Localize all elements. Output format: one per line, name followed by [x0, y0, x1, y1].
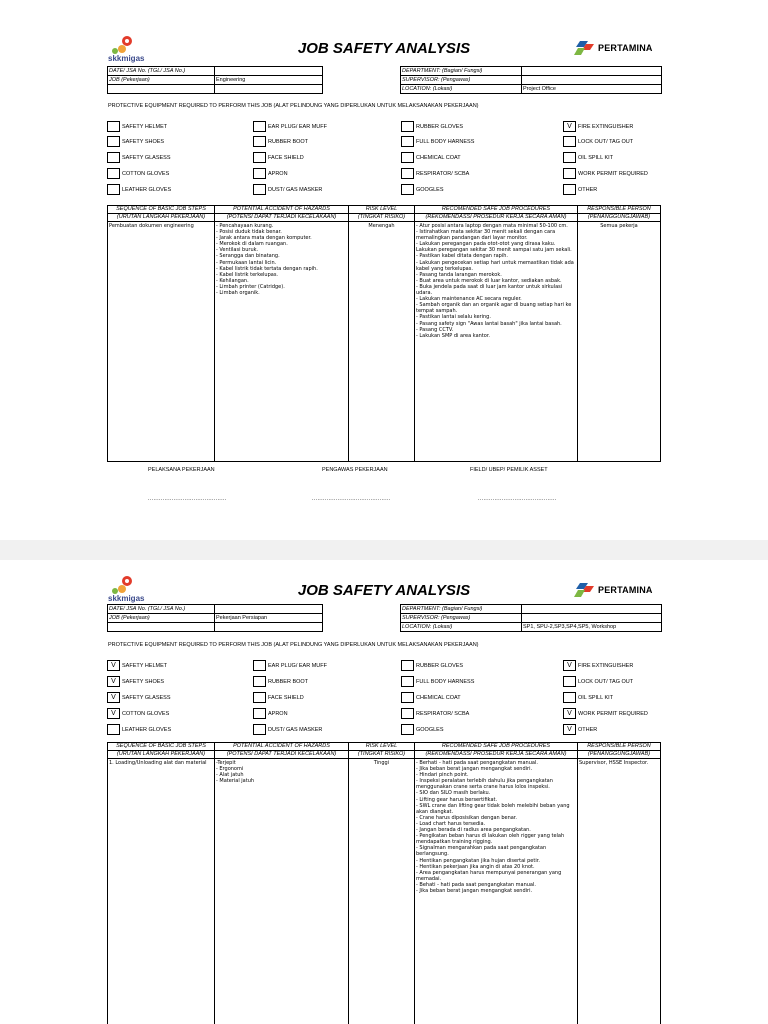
ppe-label: LOCK OUT/ TAG OUT	[578, 138, 634, 145]
ppe-label: CHEMICAL COAT	[416, 694, 461, 701]
ppe-label: RESPIRATOR/ SCBA	[416, 710, 470, 717]
ppe-label: OIL SPILL KIT	[578, 154, 614, 161]
ppe-checkbox[interactable]	[563, 184, 576, 195]
ppe-label: FIRE EXTINGUISHER	[578, 123, 634, 130]
ppe-checkbox[interactable]	[253, 708, 266, 719]
ppe-checkbox[interactable]	[401, 136, 414, 147]
ppe-label: SAFETY HELMET	[122, 123, 168, 130]
ppe-label: APRON	[268, 710, 288, 717]
ppe-label: APRON	[268, 170, 288, 177]
ppe-item-full-body-harness[interactable]	[401, 136, 474, 146]
ppe-label: OTHER	[578, 186, 598, 193]
col-subheader-procedures: (REKOMENDASSI PROSEDUR KERJA SECARA AMAN)	[415, 214, 578, 222]
ppe-item-ear-plug-ear-muff[interactable]	[253, 121, 327, 131]
ppe-item-oil-spill-kit[interactable]	[563, 152, 613, 162]
signature-label-executor: PELAKSANA PEKERJAAN	[148, 467, 215, 473]
ppe-item-safety-glasess[interactable]	[107, 152, 171, 162]
ppe-label: LOCK OUT/ TAG OUT	[578, 678, 634, 685]
ppe-note: PROTECTIVE EQUIPMENT REQUIRED TO PERFORM THIS JOB (ALAT PELINDUNG YANG DIPERLUKAN UNTUK MELAKSANAKAN PEKERJAAN)	[108, 642, 479, 648]
header-right-table	[400, 604, 662, 632]
col-subheader-person: (PENANGGUNGJAWAB)	[578, 214, 661, 222]
ppe-label: GOOGLES	[416, 726, 444, 733]
ppe-item-leather-gloves[interactable]	[107, 184, 171, 194]
hazards-cell: -Terjepit - Ergonomi - Alat jatuh - Material jatuh	[215, 759, 349, 1024]
jsa-page-1: skkmigas JOB SAFETY ANALYSIS PERTAMINA DATE/ JSA No. (TGL/ JSA No.) JOB (Pekerjaan) Engineering DEPARTMENT: (Bagian/ Fungsi) SUPERVISOR: (Pengawas) LOCATION: (Lokasi) Project Office PROTECTIVE EQUIPMENT REQUIRED TO PERFORM THIS JOB (ALAT PELINDUNG YANG DIPERLUKAN UNTUK MELAKSANAKAN PEKERJAAN) SAFETY HELMET EAR PLUG/ EAR MUFF RUBBER GLOVES V FIRE EXTINGUISHER SAFETY SHOES RUBBER BOOT FULL BODY HARNESS LOCK OUT/ TAG OUT SAFETY GLASESS FACE SHIELD CHEMICAL COAT OIL SPILL KIT COTTON GLOVES APRON RESPIRATOR/ SCBA WORK PERMIT REQUIRED LEATHER GLOVES DUST/ GAS MASKER GOOGLES OTHER SEQUENCE OF BASIC JOB STEPS POTENTIAL ACCIDENT OF HAZARDS RISK LEVEL RECOMENDED SAFE JOB PROCEDURES RESPONSIBLE PERSON (URUTAN LANGKAH PEKERJAAN) (POTENSI DAPAT TERJADI KECELAKAAN) (TINGKAT RISIKO) (REKOMENDASSI PROSEDUR KERJA SECARA AMAN) (PENANGGUNGJAWAB) Pembuatan dokumen engineering - Pencahayaan kurang. - Posisi duduk tidak benar. - Jarak antara mata dengan komputer. - Merokok di dalam ruangan. - Ventilasi buruk. - Serangga dan binatang. - Permukaan lantai licin. - Kabel listrik tidak tertata dengan rapih. - Kabel listrik terkelupas. - Kehilangan. - Limbah printer (Catridge). - Limbah organik. Menengah - Atur posisi antara laptop dengan mata minimal 50-100 cm. - Istirahatkan mata sekitar 30 menit sekali dengan cara memalingkan pandangan dari layar monitor. - Lakukan peregangan pada otot-otot yang dirasa kaku. Lakukan peregangan sekitar 30 menit sampai satu jam sekali. - Pastikan kabel ditata dengan rapih. - Lakukan pengecekan setiap hari untuk memastikan tidak ada kabel yang terkelupas. - Pasang tanda larangan merokok. - Buat area untuk merokok di luar kantor, sediakan asbak. - Buka jendela pada saat di luar jam kantor untuk sirkulasi udara. - Lakukan maintenance AC secara reguler. - Sambah organik dan an organik agar di buang setiap hari ke tempat sampah. - Pastikan lantai selalu kering. - Pasang safety sign "Awas lantai basah" jika lantai basah. - Pasang CCTV. - Lakukan SMP di area kantor. Semua pekerja PELAKSANA PEKERJAAN PENGAWAS PEKERJAAN FIELD/ UBEP/ PEMILIK ASSET ........................................... ........................................... ...........................................	[0, 0, 768, 540]
ppe-item-fire-extinguisher[interactable]	[563, 121, 633, 131]
ppe-item-ear-plug-ear-muff[interactable]	[253, 660, 327, 670]
col-header-procedures: RECOMENDED SAFE JOB PROCEDURES	[415, 206, 578, 214]
ppe-item-face-shield[interactable]	[253, 692, 304, 702]
ppe-label: RESPIRATOR/ SCBA	[416, 170, 470, 177]
ppe-label: SAFETY GLASESS	[122, 154, 171, 161]
col-subheader-procedures: (REKOMENDASSI PROSEDUR KERJA SECARA AMAN)	[415, 751, 578, 759]
ppe-checkbox[interactable]: V	[107, 708, 120, 719]
ppe-checkbox[interactable]	[107, 136, 120, 147]
job-value[interactable]: Engineering	[215, 76, 323, 85]
ppe-checkbox[interactable]	[107, 724, 120, 735]
ppe-label: FACE SHIELD	[268, 694, 304, 701]
skkmigas-logo: skkmigas	[108, 576, 156, 606]
col-header-person: RESPONSIBLE PERSON	[578, 743, 661, 751]
ppe-checkbox[interactable]	[563, 136, 576, 147]
page-title: JOB SAFETY ANALYSIS	[297, 40, 471, 57]
ppe-item-dust-gas-masker[interactable]	[253, 724, 322, 734]
ppe-checkbox[interactable]	[253, 184, 266, 195]
header-left-table	[107, 66, 323, 94]
ppe-label: RUBBER BOOT	[268, 138, 309, 145]
job-label: JOB (Pekerjaan)	[108, 76, 215, 85]
ppe-item-work-permit-required[interactable]	[563, 168, 648, 178]
ppe-item-lock-out-tag-out[interactable]	[563, 136, 633, 146]
ppe-note: PROTECTIVE EQUIPMENT REQUIRED TO PERFORM THIS JOB (ALAT PELINDUNG YANG DIPERLUKAN UNTUK MELAKSANAKAN PEKERJAAN)	[108, 103, 479, 109]
supervisor-value[interactable]	[522, 614, 662, 623]
col-header-steps: SEQUENCE OF BASIC JOB STEPS	[108, 743, 215, 751]
ppe-item-chemical-coat[interactable]	[401, 152, 461, 162]
col-subheader-steps: (URUTAN LANGKAH PEKERJAAN)	[108, 214, 215, 222]
ppe-checkbox[interactable]: V	[563, 724, 576, 735]
ppe-checkbox[interactable]	[107, 168, 120, 179]
department-value[interactable]	[522, 67, 662, 76]
date-label: DATE/ JSA No. (TGL/ JSA No.)	[108, 605, 215, 614]
date-label: DATE/ JSA No. (TGL/ JSA No.)	[108, 67, 215, 76]
ppe-label: COTTON GLOVES	[122, 710, 170, 717]
ppe-checkbox[interactable]	[401, 724, 414, 735]
ppe-checkbox[interactable]	[253, 121, 266, 132]
jsa-page-2: skkmigas JOB SAFETY ANALYSIS PERTAMINA DATE/ JSA No. (TGL/ JSA No.) JOB (Pekerjaan) Pekerjaan Persiapan DEPARTMENT: (Bagian/ Fungsi) SUPERVISOR: (Pengawas) LOCATION: (Lokasi) SP1, SPU-2,SP3,SP4,SP5, Workshop PROTECTIVE EQUIPMENT REQUIRED TO PERFORM THIS JOB (ALAT PELINDUNG YANG DIPERLUKAN UNTUK MELAKSANAKAN PEKERJAAN) V SAFETY HELMET EAR PLUG/ EAR MUFF RUBBER GLOVES V FIRE EXTINGUISHER V SAFETY SHOES RUBBER BOOT FULL BODY HARNESS LOCK OUT/ TAG OUT V SAFETY GLASESS FACE SHIELD CHEMICAL COAT OIL SPILL KIT V COTTON GLOVES APRON RESPIRATOR/ SCBA V WORK PERMIT REQUIRED LEATHER GLOVES DUST/ GAS MASKER GOOGLES V OTHER SEQUENCE OF BASIC JOB STEPS POTENTIAL ACCIDENT OF HAZARDS RISK LEVEL RECOMENDED SAFE JOB PROCEDURES RESPONSIBLE PERSON (URUTAN LANGKAH PEKERJAAN) (POTENSI DAPAT TERJADI KECELAKAAN) (TINGKAT RISIKO) (REKOMENDASSI PROSEDUR KERJA SECARA AMAN) (PENANGGUNGJAWAB) 1. Loading/Unloading alat dan material -Terjepit - Ergonomi - Alat jatuh - Material jatuh Tinggi - Berhati - hati pada saat pengangkatan manual. - Jika beban berat jangan mengangkat sendiri. - Hindari pinch point. - Inspeksi peralatan terlebih dahulu jika pengangkatan menggunakan crane serta crane harus lolos inspeksi. - SIO dan SILO masih berlaku. - Lifting gear harus bersertifikat. - SWL crane dan lifting gear tidak boleh melebihi beban yang akan diangkat. - Crane harus diposisikan dengan benar. - Load chart harus tersedia. - Jangan berada di radius area pengangkatan. - Pengikatan beban harus di lakukan oleh rigger yang telah mendapatkan training rigging. - Signalman mengarahkan pada saat pengangkatan berlangsung. - Hentikan pengangkatan jika hujan disertai petir. - Hentikan pekerjaan jika angin di atas 20 knot. - Area pengangkatan harus mempunyai penerangan yang memadai. - Behati - hati pada saat pengangkatan manual. - Jika beban berat jangan mengangkat sendiri. Supervisor, HSSE Inspector.	[0, 560, 768, 1024]
signature-label-supervisor: PENGAWAS PEKERJAAN	[322, 467, 388, 473]
signature-line-executor[interactable]: ...........................................	[148, 496, 227, 502]
ppe-item-fire-extinguisher[interactable]	[563, 660, 633, 670]
ppe-checkbox[interactable]	[563, 152, 576, 163]
col-subheader-hazards: (POTENSI DAPAT TERJADI KECELAKAAN)	[215, 214, 349, 222]
ppe-label: SAFETY HELMET	[122, 662, 168, 669]
table-row	[108, 759, 661, 1024]
risk-cell: Menengah	[349, 222, 415, 462]
ppe-item-full-body-harness[interactable]	[401, 676, 474, 686]
signature-label-asset-owner: FIELD/ UBEP/ PEMILIK ASSET	[470, 467, 548, 473]
location-label: LOCATION: (Lokasi)	[401, 623, 522, 632]
header-left-table	[107, 604, 323, 632]
skkmigas-logo: skkmigas	[108, 36, 156, 66]
ppe-label: EAR PLUG/ EAR MUFF	[268, 662, 327, 669]
ppe-checkbox[interactable]	[253, 168, 266, 179]
ppe-label: COTTON GLOVES	[122, 170, 170, 177]
department-value[interactable]	[522, 605, 662, 614]
ppe-label: RUBBER GLOVES	[416, 662, 464, 669]
ppe-label: CHEMICAL COAT	[416, 154, 461, 161]
location-label: LOCATION: (Lokasi)	[401, 85, 522, 94]
col-header-hazards: POTENTIAL ACCIDENT OF HAZARDS	[215, 743, 349, 751]
ppe-label: LEATHER GLOVES	[122, 186, 172, 193]
job-label: JOB (Pekerjaan)	[108, 614, 215, 623]
ppe-checkbox[interactable]	[563, 676, 576, 687]
ppe-checkbox[interactable]	[107, 184, 120, 195]
ppe-checkbox[interactable]	[253, 136, 266, 147]
ppe-label: FULL BODY HARNESS	[416, 678, 475, 685]
ppe-item-apron[interactable]	[253, 708, 288, 718]
ppe-checkbox[interactable]: V	[563, 708, 576, 719]
ppe-item-cotton-gloves[interactable]	[107, 708, 169, 718]
ppe-item-face-shield[interactable]	[253, 152, 304, 162]
ppe-item-safety-helmet[interactable]	[107, 660, 167, 670]
ppe-item-work-permit-required[interactable]	[563, 708, 648, 718]
job-step-cell: Pembuatan dokumen engineering	[108, 222, 215, 462]
ppe-item-other[interactable]	[563, 724, 597, 734]
ppe-item-dust-gas-masker[interactable]	[253, 184, 322, 194]
ppe-checkbox[interactable]	[563, 168, 576, 179]
col-subheader-steps: (URUTAN LANGKAH PEKERJAAN)	[108, 751, 215, 759]
jsa-table	[107, 742, 661, 1024]
ppe-label: RUBBER GLOVES	[416, 123, 464, 130]
ppe-checkbox[interactable]	[107, 152, 120, 163]
ppe-item-safety-shoes[interactable]	[107, 136, 164, 146]
ppe-item-safety-glasess[interactable]	[107, 692, 171, 702]
job-value[interactable]: Pekerjaan Persiapan	[215, 614, 323, 623]
ppe-checkbox[interactable]	[253, 692, 266, 703]
procedures-cell: - Berhati - hati pada saat pengangkatan manual. - Jika beban berat jangan mengangkat sendiri. - Hindari pinch point. - Inspeksi peralatan terlebih dahulu jika pengangkatan menggunakan crane serta crane harus lolos inspeksi. - SIO dan SILO masih berlaku. - Lifting gear harus bersertifikat. - SWL crane dan lifting gear tidak boleh melebihi beban yang akan diangkat. - Crane harus diposisikan dengan benar. - Load chart harus tersedia. - Jangan berada di radius area pengangkatan. - Pengikatan beban harus di lakukan oleh rigger yang telah mendapatkan training rigging. - Signalman mengarahkan pada saat pengangkatan berlangsung. - Hentikan pengangkatan jika hujan disertai petir. - Hentikan pekerjaan jika angin di atas 20 knot. - Area pengangkatan harus mempunyai penerangan yang memadai. - Behati - hati pada saat pengangkatan manual. - Jika beban berat jangan mengangkat sendiri.	[415, 759, 578, 1024]
ppe-checkbox[interactable]	[107, 121, 120, 132]
ppe-item-rubber-gloves[interactable]	[401, 121, 463, 131]
ppe-checkbox[interactable]: V	[107, 660, 120, 671]
ppe-label: GOOGLES	[416, 186, 444, 193]
ppe-checkbox[interactable]	[401, 660, 414, 671]
date-value[interactable]	[215, 605, 323, 614]
ppe-label: FIRE EXTINGUISHER	[578, 662, 634, 669]
ppe-label: SAFETY GLASESS	[122, 694, 171, 701]
ppe-checkbox[interactable]	[401, 121, 414, 132]
ppe-item-rubber-gloves[interactable]	[401, 660, 463, 670]
ppe-label: EAR PLUG/ EAR MUFF	[268, 123, 327, 130]
ppe-item-googles[interactable]	[401, 724, 444, 734]
col-header-risk: RISK LEVEL	[349, 743, 415, 751]
ppe-item-lock-out-tag-out[interactable]	[563, 676, 633, 686]
ppe-checkbox[interactable]	[401, 152, 414, 163]
ppe-label: FACE SHIELD	[268, 154, 304, 161]
ppe-item-safety-helmet[interactable]	[107, 121, 167, 131]
ppe-checkbox[interactable]	[401, 184, 414, 195]
department-label: DEPARTMENT: (Bagian/ Fungsi)	[401, 605, 522, 614]
ppe-label: SAFETY SHOES	[122, 138, 165, 145]
ppe-checkbox[interactable]	[253, 724, 266, 735]
ppe-item-googles[interactable]	[401, 184, 444, 194]
ppe-label: RUBBER BOOT	[268, 678, 309, 685]
ppe-label: DUST/ GAS MASKER	[268, 726, 323, 733]
table-row	[108, 222, 661, 462]
ppe-checkbox[interactable]: V	[563, 121, 576, 132]
location-value[interactable]: SP1, SPU-2,SP3,SP4,SP5, Workshop	[522, 623, 662, 632]
ppe-label: WORK PERMIT REQUIRED	[578, 170, 648, 177]
ppe-item-respirator-scba[interactable]	[401, 168, 469, 178]
ppe-label: DUST/ GAS MASKER	[268, 186, 323, 193]
signature-line-asset-owner[interactable]: ...........................................	[478, 496, 557, 502]
col-subheader-risk: (TINGKAT RISIKO)	[349, 751, 415, 759]
ppe-checkbox[interactable]	[401, 708, 414, 719]
job-step-cell: 1. Loading/Unloading alat dan material	[108, 759, 215, 1024]
supervisor-value[interactable]	[522, 76, 662, 85]
location-value[interactable]: Project Office	[522, 85, 662, 94]
jsa-table	[107, 205, 661, 462]
ppe-item-apron[interactable]	[253, 168, 288, 178]
risk-cell: Tinggi	[349, 759, 415, 1024]
supervisor-label: SUPERVISOR: (Pengawas)	[401, 614, 522, 623]
header-right-table	[400, 66, 662, 94]
ppe-checkbox[interactable]: V	[107, 692, 120, 703]
ppe-label: FULL BODY HARNESS	[416, 138, 475, 145]
date-value[interactable]	[215, 67, 323, 76]
ppe-label: OTHER	[578, 726, 598, 733]
ppe-item-leather-gloves[interactable]	[107, 724, 171, 734]
signature-line-supervisor[interactable]: ...........................................	[312, 496, 391, 502]
person-cell: Semua pekerja	[578, 222, 661, 462]
ppe-label: SAFETY SHOES	[122, 678, 165, 685]
col-header-person: RESPONSIBLE PERSON	[578, 206, 661, 214]
col-header-hazards: POTENTIAL ACCIDENT OF HAZARDS	[215, 206, 349, 214]
ppe-item-rubber-boot[interactable]	[253, 676, 308, 686]
col-header-risk: RISK LEVEL	[349, 206, 415, 214]
col-header-procedures: RECOMENDED SAFE JOB PROCEDURES	[415, 743, 578, 751]
ppe-label: OIL SPILL KIT	[578, 694, 614, 701]
ppe-item-chemical-coat[interactable]	[401, 692, 461, 702]
ppe-checkbox[interactable]: V	[107, 676, 120, 687]
col-subheader-hazards: (POTENSI DAPAT TERJADI KECELAKAAN)	[215, 751, 349, 759]
ppe-checkbox[interactable]	[253, 660, 266, 671]
supervisor-label: SUPERVISOR: (Pengawas)	[401, 76, 522, 85]
ppe-label: WORK PERMIT REQUIRED	[578, 710, 648, 717]
ppe-item-safety-shoes[interactable]	[107, 676, 164, 686]
ppe-checkbox[interactable]	[401, 692, 414, 703]
person-cell: Supervisor, HSSE Inspector.	[578, 759, 661, 1024]
ppe-checkbox[interactable]	[401, 676, 414, 687]
ppe-item-cotton-gloves[interactable]	[107, 168, 169, 178]
ppe-label: LEATHER GLOVES	[122, 726, 172, 733]
col-subheader-person: (PENANGGUNGJAWAB)	[578, 751, 661, 759]
col-subheader-risk: (TINGKAT RISIKO)	[349, 214, 415, 222]
ppe-checkbox[interactable]	[253, 152, 266, 163]
hazards-cell: - Pencahayaan kurang. - Posisi duduk tidak benar. - Jarak antara mata dengan komputer. - Merokok di dalam ruangan. - Ventilasi buruk. - Serangga dan binatang. - Permukaan lantai licin. - Kabel listrik tidak tertata dengan rapih. - Kabel listrik terkelupas. - Kehilangan. - Limbah printer (Catridge). - Limbah organik.	[215, 222, 349, 462]
page-title: JOB SAFETY ANALYSIS	[297, 582, 471, 599]
procedures-cell: - Atur posisi antara laptop dengan mata minimal 50-100 cm. - Istirahatkan mata sekitar 30 menit sekali dengan cara memalingkan pandangan dari layar monitor. - Lakukan peregangan pada otot-otot yang dirasa kaku. Lakukan peregangan sekitar 30 menit sampai satu jam sekali. - Pastikan kabel ditata dengan rapih. - Lakukan pengecekan setiap hari untuk memastikan tidak ada kabel yang terkelupas. - Pasang tanda larangan merokok. - Buat area untuk merokok di luar kantor, sediakan asbak. - Buka jendela pada saat di luar jam kantor untuk sirkulasi udara. - Lakukan maintenance AC secara reguler. - Sambah organik dan an organik agar di buang setiap hari ke tempat sampah. - Pastikan lantai selalu kering. - Pasang safety sign "Awas lantai basah" jika lantai basah. - Pasang CCTV. - Lakukan SMP di area kantor.	[415, 222, 578, 462]
ppe-item-oil-spill-kit[interactable]	[563, 692, 613, 702]
ppe-item-respirator-scba[interactable]	[401, 708, 469, 718]
ppe-checkbox[interactable]	[563, 692, 576, 703]
ppe-item-rubber-boot[interactable]	[253, 136, 308, 146]
ppe-checkbox[interactable]	[253, 676, 266, 687]
ppe-checkbox[interactable]: V	[563, 660, 576, 671]
ppe-item-other[interactable]	[563, 184, 597, 194]
col-header-steps: SEQUENCE OF BASIC JOB STEPS	[108, 206, 215, 214]
ppe-checkbox[interactable]	[401, 168, 414, 179]
department-label: DEPARTMENT: (Bagian/ Fungsi)	[401, 67, 522, 76]
